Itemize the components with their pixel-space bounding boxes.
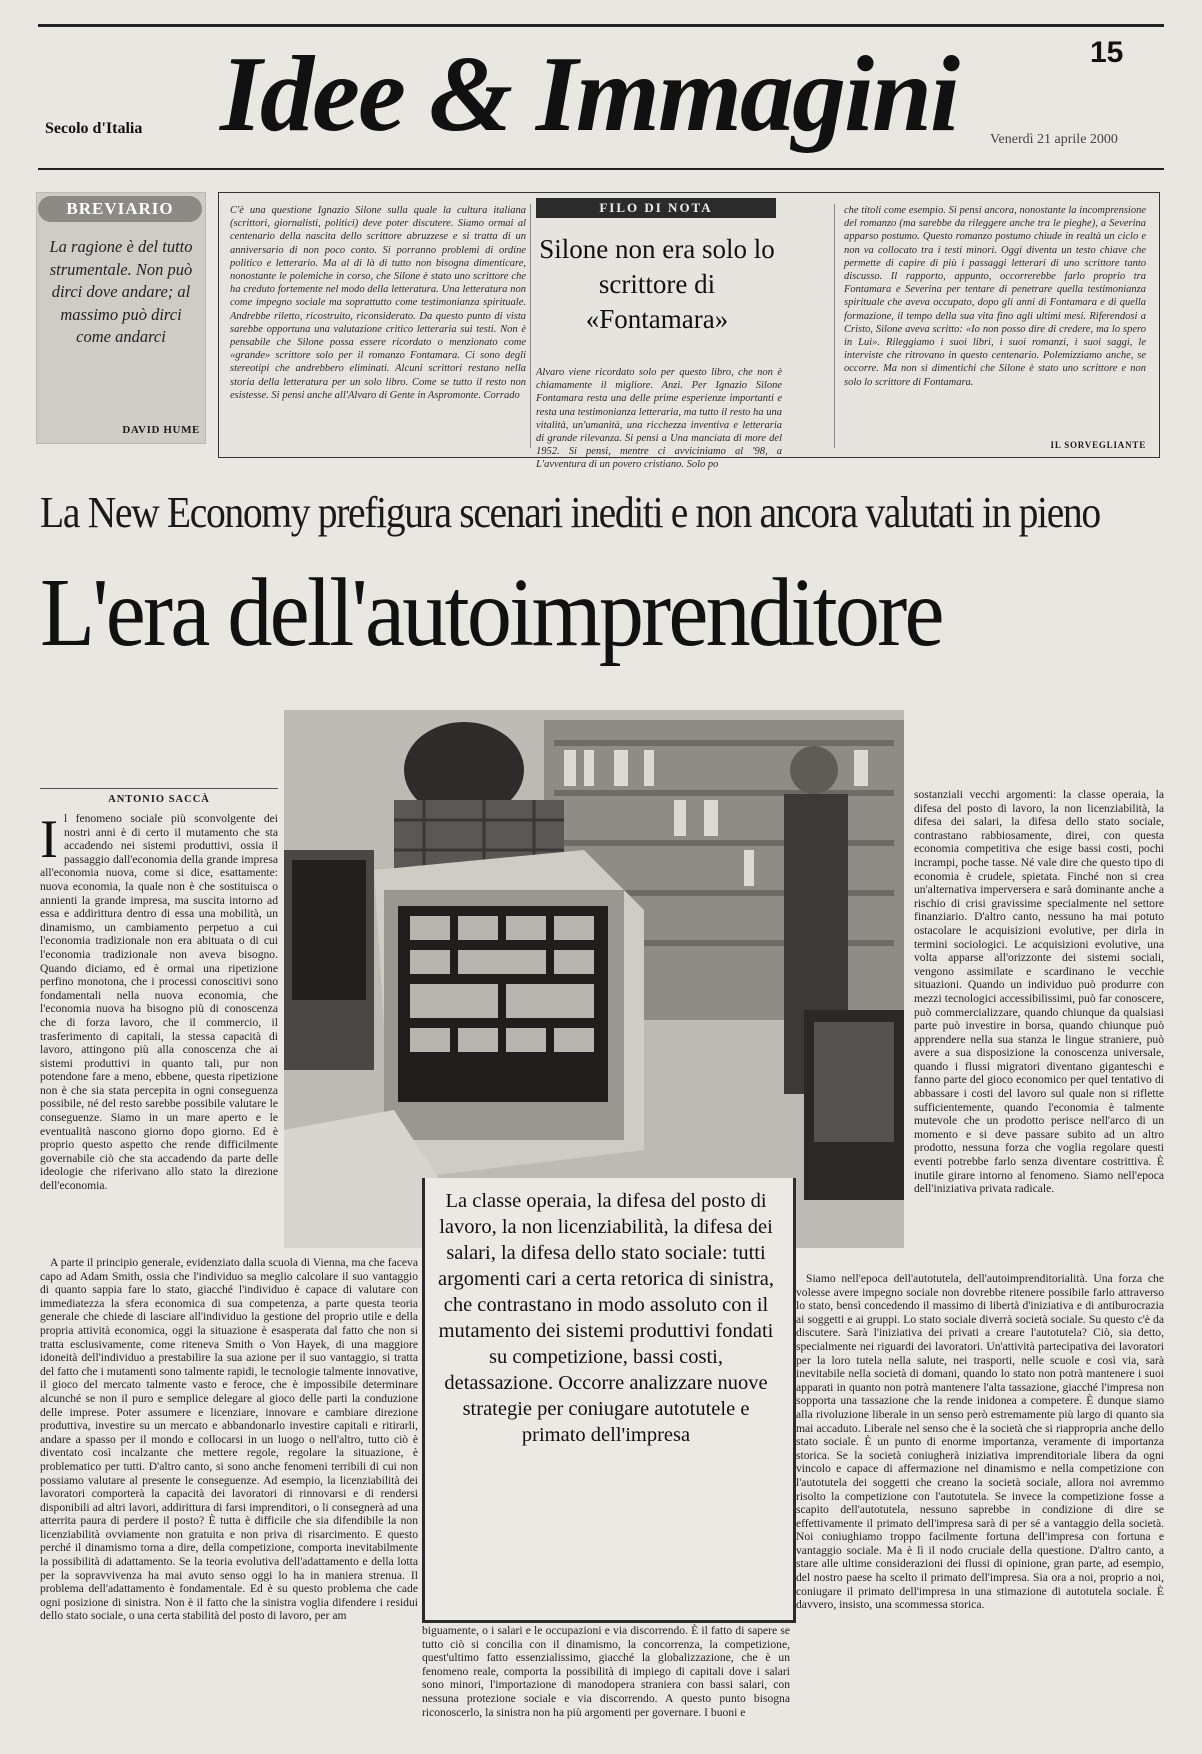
article-byline: ANTONIO SACCÀ [108, 794, 210, 805]
article-column-left [40, 809, 278, 1250]
column-divider [530, 204, 531, 448]
filo-column-1-text: C'è una questione Ignazio Silone sulla quale la cultura italiana (scrittori, giornalisti, politici) deve poter discutere. Siamo ormai al centenario della nascita dello scrittore abruzzese e si tratta di un anniversario di non poco conto. Si porranno problemi di ordine politico e letterario. Ma al di là di tutto non bisogna dimenticare, nonostante le polemiche in corso, che Silone è stato uno scrittore che ha creduto fortemente nel modo della letteratura. Una letteratura non come impegno sociale ma soprattutto come testimonianza spirituale. Andrebbe riletto, ricostruito, riconsiderato. Da questo punto di vista sarebbe opportuna una valutazione critico letteraria sui testi. Non è pensabile che Silone possa essere ricordato o menzionato come «grande» scrittore solo per il romanzo Fontamara. Ci sono degli stereotipi che andrebbero eliminati. Alcuni scrittori restano nella storia della letteratura per un solo libro. Come se tutto il resto non esistesse. Si pensi anche all'Alvaro di Gente in Aspromonte. Corrado [230, 205, 526, 401]
article-title: L'era dell'autoimprenditore [40, 559, 942, 667]
breviario-quote: La ragione è del tutto strumentale. Non può dirci dove andare; al massimo può dirci come andarci [49, 237, 193, 346]
issue-date: Venerdì 21 aprile 2000 [990, 132, 1118, 147]
drop-cap: I [40, 809, 58, 869]
article-photo [284, 710, 904, 1248]
article-column-right-wide [796, 1272, 1164, 1734]
masthead-bottom-rule [38, 168, 1164, 170]
masthead-top-rule [38, 24, 1164, 27]
article-kicker: La New Economy prefigura scenari inediti e non ancora valutati in pieno [40, 488, 1100, 537]
filo-di-nota-label: FILO DI NOTA [536, 198, 776, 218]
article-column-middle [422, 1624, 790, 1734]
article-column-left-text: l fenomeno sociale più sconvolgente dei nostri anni è di certo il mutamento che sta accadendo nei sistemi produttivi, ossia il passaggio dall'economia della grande impresa all'economia nuova, come si dice, esattamente: nuova economia, la quale non è che sostituisca o annienti la grande impresa, ma suscita intorno ad essa e addirittura dentro di essa una mobilità, un dinamismo, un cambiamento perpetuo a cui l'economia tradizionale non era abituata o di cui l'economia tradizionale non aveva bisogno. Quando diciamo, ed è ormai una ripetizione perfino monotona, che i processi conoscitivi sono fondamentali nella nuova economia, che l'economia nuova ha bisogno più di conoscenza che di forza lavoro, che il commercio, il trasferimento di capitali, la stessa capacità di lavoro, attingono più alla conoscenza che ai sistemi produttivi in quanto tali, pur non potendone fare a meno, ebbene, questa ripetizione non è che sia stata percepita in ogni conseguenza possibile, né del resto sarebbe possibile valutare le conseguenze. Siamo in un mare aperto e le eventualità nascono giorno dopo giorno. Ed è proprio questo aspetto che rende difficilmente governabile ciò che sta accadendo da parte delle ideologie che riferivano allo stato la direzione dell'economia. [40, 812, 278, 1193]
pullquote-text: La classe operaia, la difesa del posto di lavoro, la non licenziabilità, la difesa dei salari, la difesa dello stato sociale: tutti argomenti cari a certa retorica di sinistra, che contrastano in modo assoluto con il mutamento dei sistemi produttivi fondati su competizione, bassi costi, detassazione. Occorre analizzare nuove strategie per coniugare autotutele e primato dell'impresa [438, 1190, 775, 1446]
column-divider [834, 204, 835, 448]
article-column-right-text: sostanziali vecchi argomenti: la classe operaia, la difesa del posto di lavoro, la non licenziabilità, la difesa dei salari, la difesa dello stato sociale, contrastano rabbiosamente, direi, con questa economia competitiva che esige bassi costi, pochi incrampi, poche tasse. Né vale dire che questo tipo di economia è crudele, spietata. Finché non si crea un'alternativa imperversera e sarà dominante anche a rischio di crisi gravissime specialmente nel settore finanziario. D'altro canto, nessuno ha mai potuto ostacolare le acquisizioni evolutive, per dirla in termini sociologici. Le acquisizioni evolutive, una volta apparse all'orizzonte dei sistemi sociali, vengono assimilate e scardinano le vecchie situazioni. Quando un individuo può produrre con mezzi tecnologici accessibilissimi, può far conoscere, può commercializzare, quando chiunque da qualsiasi parte può investire in borsa, quando chiunque può apprendere nella sua stanza le lingue straniere, può avere a sua disposizione la conoscenza universale, quando i flussi migratori diventano giganteschi e fanno parte del gioco economico per quel tentativo di abbassare i costi del lavoro sul quale non si riflette sufficientemente, quando l'economia è talmente mutevole che un prodotto perisce nell'arco di un momento e si deve passare subito ad un altro prodotto, nessuna forza che voglia regolare questi eventi potrebbe farlo senza diventare costrittiva. È inutile girare intorno al fenomeno. Siamo nell'epoca dell'iniziativa privata radicale. [914, 788, 1164, 1196]
article-column-right [914, 788, 1164, 1276]
filo-column-3-text: che titoli come esempio. Si pensi ancora, nonostante la incomprensione del romanzo (ma sarebbe da rileggere anche tra le pieghe), a Severina apparso postumo. Questo romanzo postumo chiude in realtà un ciclo e non va collocato tra i testi minori. Oggi diventa un testo chiave che permette di capire di più i passaggi letterari di uno scrittore tanto discusso. Il rapporto, appunto, occorrerebbe farlo proprio tra Fontamara e Severina per tentare di penetrare quella testimonianza spirituale che aveva occupato, dopo gli anni di Fontamara e di quella formazione, il tempo della sua vita fino agli ultimi mesi. Riferendosi a Cristo, Silone aveva scritto: «Io non posso dire di credere, ma lo spero in Lui». Rileggiamo i suoi libri, i suoi romanzi, i suoi saggi, le interviste che ritrovano in questo centenario. Polemizziamo anche, se occorre. Ma non si dimentichi che Silone è stato uno scrittore e non solo lo scrittore di Fontamara. [844, 205, 1146, 388]
filo-headline: Silone non era solo lo scrittore di «Fontamara» [539, 234, 775, 334]
filo-column-2 [536, 366, 782, 471]
breviario-author: DAVID HUME [122, 424, 200, 436]
section-title: Idee & Immagini [220, 35, 959, 154]
breviario-title: BREVIARIO [38, 196, 202, 222]
byline-rule [40, 788, 278, 789]
article-column-left-wide-text: A parte il principio generale, evidenziato dalla scuola di Vienna, ma che faceva capo ad Adam Smith, ossia che l'individuo sa meglio calcolare il suo vantaggio di quanto sappia fare lo stato, giacché l'individuo è capace di valutare con immediatezza la sfera economica di sua competenza, a parte questa teoria generale che chiede di lasciare all'individuo la gestione del proprio utile e della propria attività economica, oggi la situazione è esasperata dal fatto che non si tratta esclusivamente, come riteneva Smith o Von Hayek, di una maggiore idoneità dell'individuo a prestabilire la sua azione per il suo vantaggio, si tratta del fatto che i mutamenti sono talmente rapidi, le tecnologie talmente innovative, il gioco del mercato talmente vasto e feroce, che è impossibile determinare alcunché se non il puro e semplice delegare al gioco delle parti la conduzione delle imprese. Poter assumere e licenziare, innovare e cambiare direzione produttiva, investire su un mercato e abbandonarlo investire capitali e ritirarli, andare a spasso per il mondo e collocarsi in un luogo o nell'altro, tutto ciò è diventato così incalzante che mettere regole, regolare la situazione, è problematico per tutti. D'altro canto, si sono anche fenomeni terribili di cui non possiamo valutare al presente le conseguenze. Ad esempio, la licenziabilità dei lavoratori comporterà la capacità dei lavoratori di rinnovarsi e di rendersi disponibili ad altri lavori, addirittura di farsi imprenditori, o li consegnerà ad una atterrita paura di perdere il posto? È tutta è difficile che sia difendibile la non licenziabilità ovviamente non gratuita e non priva di risarcimento. E questo perché il dinamismo torna a dire, della competizione, comporta inevitabilmente la possibilità di adattamento. Se la teoria evolutiva dell'adattamento e della lotta per la sopravvivenza ha mai avuto senso oggi lo ha in maniera strenua. Il problema dell'adattamento è fondamentale. Ed è su questo problema che cade ogni posizione di sinistra. Non è il fatto che la sinistra voglia difendere i residui dello stato sociale, o una certa stabilità del posto di lavoro, per am [40, 1256, 418, 1623]
article-column-right-wide-text: Siamo nell'epoca dell'autotutela, dell'autoimprenditorialità. Una forza che volesse avere impegno sociale non dovrebbe ritenere possibile farlo attraverso lo stato, bensì concedendo il massimo di libertà d'iniziativa e di antiburocrazia ai soggetti e ai gruppi. Lo stato sociale diverrà società sociale. Su questo c'è da discutere. Sarà l'iniziativa dei privati a creare l'autotutela? Ciò, sia detto, specialmente nei riguardi dei lavoratori. Un'attività partecipativa dei lavoratori per la loro tutela nella salute, nei trasporti, nelle scuole e così via, sarà inevitabile nella società di domani, quando lo stato non potrà mantenere i suoi apparati in quanto non potrà mantenere l'alta tassazione, giacché l'impresa non sopporta una tassazione che la rende inidonea a competere. È dunque siamo alla rivoluzione liberale in un senso però estremamente più largo di quanto sia mai accaduto. Liberale nel senso che è la società che si riappropria anche dello stato sociale. È un punto di enorme importanza, veramente di importanza storica. Se la società coniugherà iniziativa imprenditoriale libera da ogni vincolo e capace di affermazione nel dinamismo e nella competizione con l'autotutela dei soggetti che creano la società sociale, allora noi avremmo risolto la competizione con l'autotutela. Se invece la competizione fosse a scapito dell'autotutela, nessuno saprebbe in condizione di dire se effettivamente il primato dell'impresa sarà di per sé a vantaggio della società. Noi coniughiamo troppo facilmente fortuna dell'impresa con fortuna e vantaggio sociale. Ma è lì il nodo cruciale della questione. D'altro canto, a stare alle ultime considerazioni dei flussi di opinione, gran parte, ad esempio, del nostro paese ha scelto il primato dell'impresa. Sia ora a noi, proprio a noi, coniugare il primato dell'impresa in una stimazione di autotutela sociale. È davvero, insisto, una scommessa storica. [796, 1272, 1164, 1612]
page-number: 15 [1090, 36, 1124, 69]
article-column-left-wide [40, 1256, 418, 1734]
filo-column-3 [844, 204, 1146, 434]
filo-column-2-text: Alvaro viene ricordato solo per questo libro, che non è chiamamente il migliore. Anzi. Per Ignazio Silone Fontamara resta una delle prime esperienze importanti e resta una testimonianza letteraria, ma tutto il resto ha una vitalità, un'umanità, una ricchezza inventiva e letteraria di grande rilevanza. Si pensi a Una manciata di more del 1952. Si pensi, mentre ci avviciniamo al '98, a L'avventura di un povero cristiano. Solo po [536, 367, 782, 471]
filo-signature: IL SORVEGLIANTE [1050, 440, 1146, 450]
article-column-middle-text: biguamente, o i salari e le occupazioni e via discorrendo. È il fatto di sapere se tutto ciò si concilia con il dinamismo, la concorrenza, la competizione, quest'ultimo fatto essenzialissimo, giacché la globalizzazione, che è un fenomeno reale, comporta la possibilità di impiego di capitali dove i salari sono minori, l'importazione di manodopera straniera con bassi salari, con nessuna protezione sociale e via discorrendo. A questo punto bisogna riconoscerlo, la sinistra non ha più argomenti per governare. I buoni e [422, 1624, 790, 1719]
filo-column-1 [230, 204, 526, 454]
paper-name: Secolo d'Italia [45, 120, 143, 137]
